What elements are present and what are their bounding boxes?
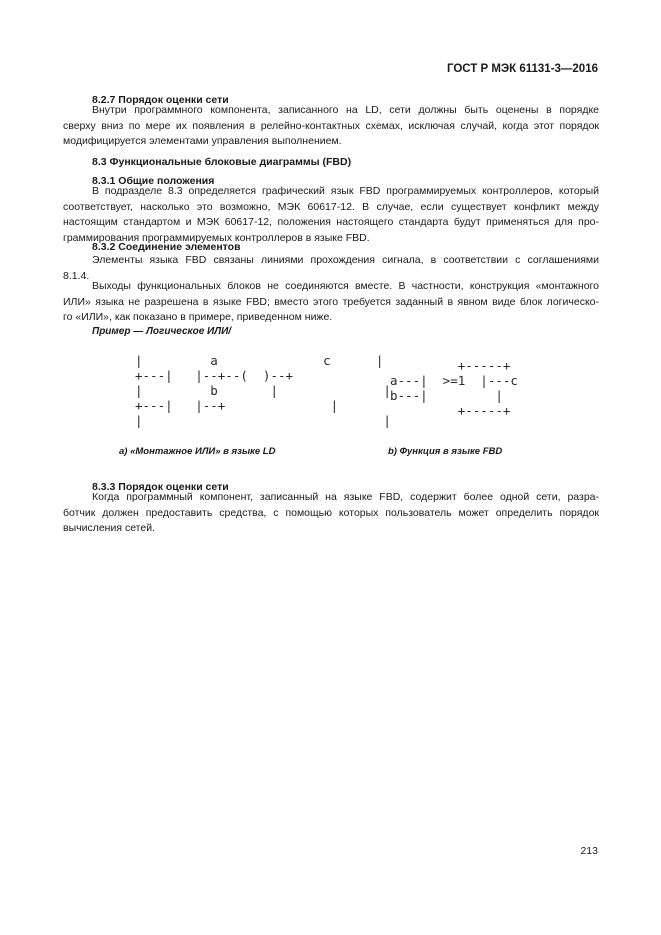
text-line: ИЛИ» языка не разрешена в языке FBD; вместо этого требуется заданный в явном виде блок логическо- <box>63 295 599 308</box>
document-standard-header: ГОСТ Р МЭК 61131-3—2016 <box>446 63 598 75</box>
paragraph-8-3-3 <box>63 490 599 537</box>
text-line: вычисления сетей. <box>63 522 155 534</box>
text-line: Выходы функциональных блоков не соединяются вместе. В частности, конструкция «монтажного <box>92 280 599 292</box>
text-line: В подразделе 8.3 определяется графический язык FBD программируемых контроллеров, который <box>92 185 599 197</box>
text-line: 8.1.4. <box>63 269 90 282</box>
paragraph-8-3-1 <box>63 184 599 246</box>
text-line: Когда программный компонент, записанный на языке FBD, содержит более одной сети, разра- <box>92 491 599 503</box>
text-line: граммирования программируемых контроллеров в языке FBD. <box>63 231 370 244</box>
text-line: сверху вниз по мере их появления в релейно-контактных схемах, исключая случай, когда этот порядок <box>63 119 599 132</box>
section-heading-8-2-7: 8.2.7 Порядок оценки сети <box>92 94 229 106</box>
fbd-diagram-caption: b) Функция в языке FBD <box>388 446 503 457</box>
example-label: Пример — Логическое ИЛИ/ <box>92 326 232 337</box>
text-line: Внутри программного компонента, записанного на LD, сети должны быть оценены в порядке <box>92 104 599 116</box>
section-heading-8-3: 8.3 Функциональные блоковые диаграммы (FBD) <box>92 156 352 168</box>
paragraph-8-2-7 <box>63 103 599 150</box>
section-heading-8-3-1: 8.3.1 Общие положения <box>92 175 215 187</box>
text-line: модифицируется элементами управления выполнением. <box>63 135 342 147</box>
ld-diagram: | a c | +---| |--+--( )--+ | b | | +---| |--+ | | | <box>135 353 391 428</box>
page-number: 213 <box>580 845 598 857</box>
text-line: соответствует, насколько это возможно, МЭК 60617-12. В случае, если существует конфликт между <box>63 200 599 213</box>
section-heading-8-3-3: 8.3.3 Порядок оценки сети <box>92 481 229 493</box>
text-line: Элементы языка FBD связаны линиями прохождения сигнала, в соответствии с соглашениями <box>92 254 599 266</box>
text-line: ботчик должен предоставить средства, с помощью которых пользователь может определить порядок <box>63 506 599 519</box>
section-heading-8-3-2: 8.3.2 Соединение элементов <box>92 241 241 253</box>
paragraph-8-3-2-b <box>63 279 599 326</box>
text-line: го «ИЛИ», как показано в примере, приведенном ниже. <box>63 311 333 323</box>
text-line: настоящим стандартом и МЭК 60617-12, положения настоящего стандарта будут применяться для про- <box>63 216 599 228</box>
fbd-diagram: +-----+ a---| >=1 |---c b---| | +-----+ <box>390 358 518 418</box>
ld-diagram-caption: а) «Монтажное ИЛИ» в языке LD <box>119 446 276 457</box>
